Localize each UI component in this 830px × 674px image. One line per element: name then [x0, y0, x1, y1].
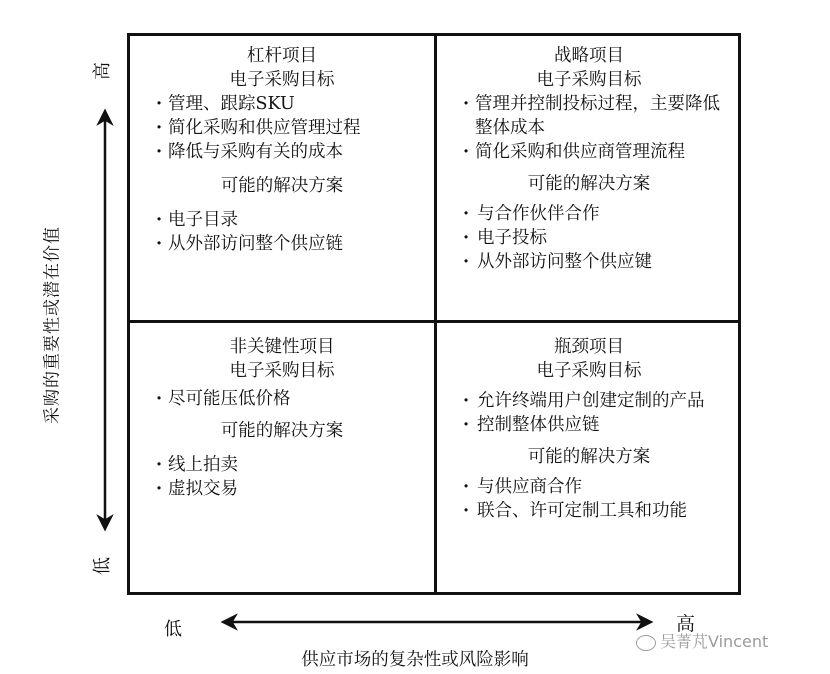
y-axis-label	[28, 110, 72, 540]
list-item: · 电子投标	[463, 226, 729, 250]
list-item: · 管理、跟踪SKU	[156, 92, 422, 116]
quadrant-subtitle: 电子采购目标	[536, 70, 642, 90]
watermark-text: 吴菁芃Vincent	[660, 632, 769, 651]
quadrant-subtitle: 电子采购目标	[229, 70, 335, 90]
list-item: · 简化采购和供应商管理流程	[463, 140, 729, 164]
list-item: · 尽可能压低价格	[156, 387, 422, 411]
list-item: · 从外部访问整个供应链	[156, 232, 422, 256]
y-axis-label-text: 采购的重要性或潜在价值	[42, 226, 63, 424]
list-item: · 控制整体供应链	[463, 413, 729, 437]
list-item: · 允许终端用户创建定制的产品	[463, 389, 729, 413]
list-item: · 虚拟交易	[156, 477, 422, 501]
watermark	[636, 629, 768, 652]
solutions-heading: 可能的解决方案	[220, 421, 344, 441]
list-item: · 简化采购和供应管理过程	[156, 116, 422, 140]
solutions-heading: 可能的解决方案	[527, 174, 651, 194]
quadrant-title: 杠杆项目	[247, 46, 317, 66]
quadrant-title: 战略项目	[554, 46, 624, 66]
quadrant-subtitle: 电子采购目标	[229, 361, 335, 381]
list-item: · 降低与采购有关的成本	[156, 140, 422, 164]
x-axis-low: 低	[164, 619, 182, 640]
quadrant-subtitle: 电子采购目标	[536, 361, 642, 381]
x-axis-label: 供应市场的复杂性或风险影响	[301, 650, 529, 670]
quadrant-title: 瓶颈项目	[554, 337, 624, 357]
wechat-icon	[636, 635, 656, 651]
list-item: · 电子目录	[156, 208, 422, 232]
quadrant-title: 非关键性项目	[229, 337, 335, 357]
solutions-heading: 可能的解决方案	[220, 176, 344, 196]
list-item: · 管理并控制投标过程，主要降低整体成本	[463, 92, 729, 140]
x-axis-high: 高	[676, 613, 696, 635]
list-item: · 联合、许可定制工具和功能	[463, 499, 729, 523]
y-axis-low: 低	[92, 557, 113, 575]
list-item: · 与供应商合作	[463, 475, 729, 499]
list-item: · 从外部访问整个供应键	[463, 250, 729, 274]
solutions-heading: 可能的解决方案	[527, 447, 651, 467]
list-item: · 与合作伙伴合作	[463, 202, 729, 226]
list-item: · 线上拍卖	[156, 453, 422, 477]
y-axis-high: 高	[92, 62, 113, 80]
